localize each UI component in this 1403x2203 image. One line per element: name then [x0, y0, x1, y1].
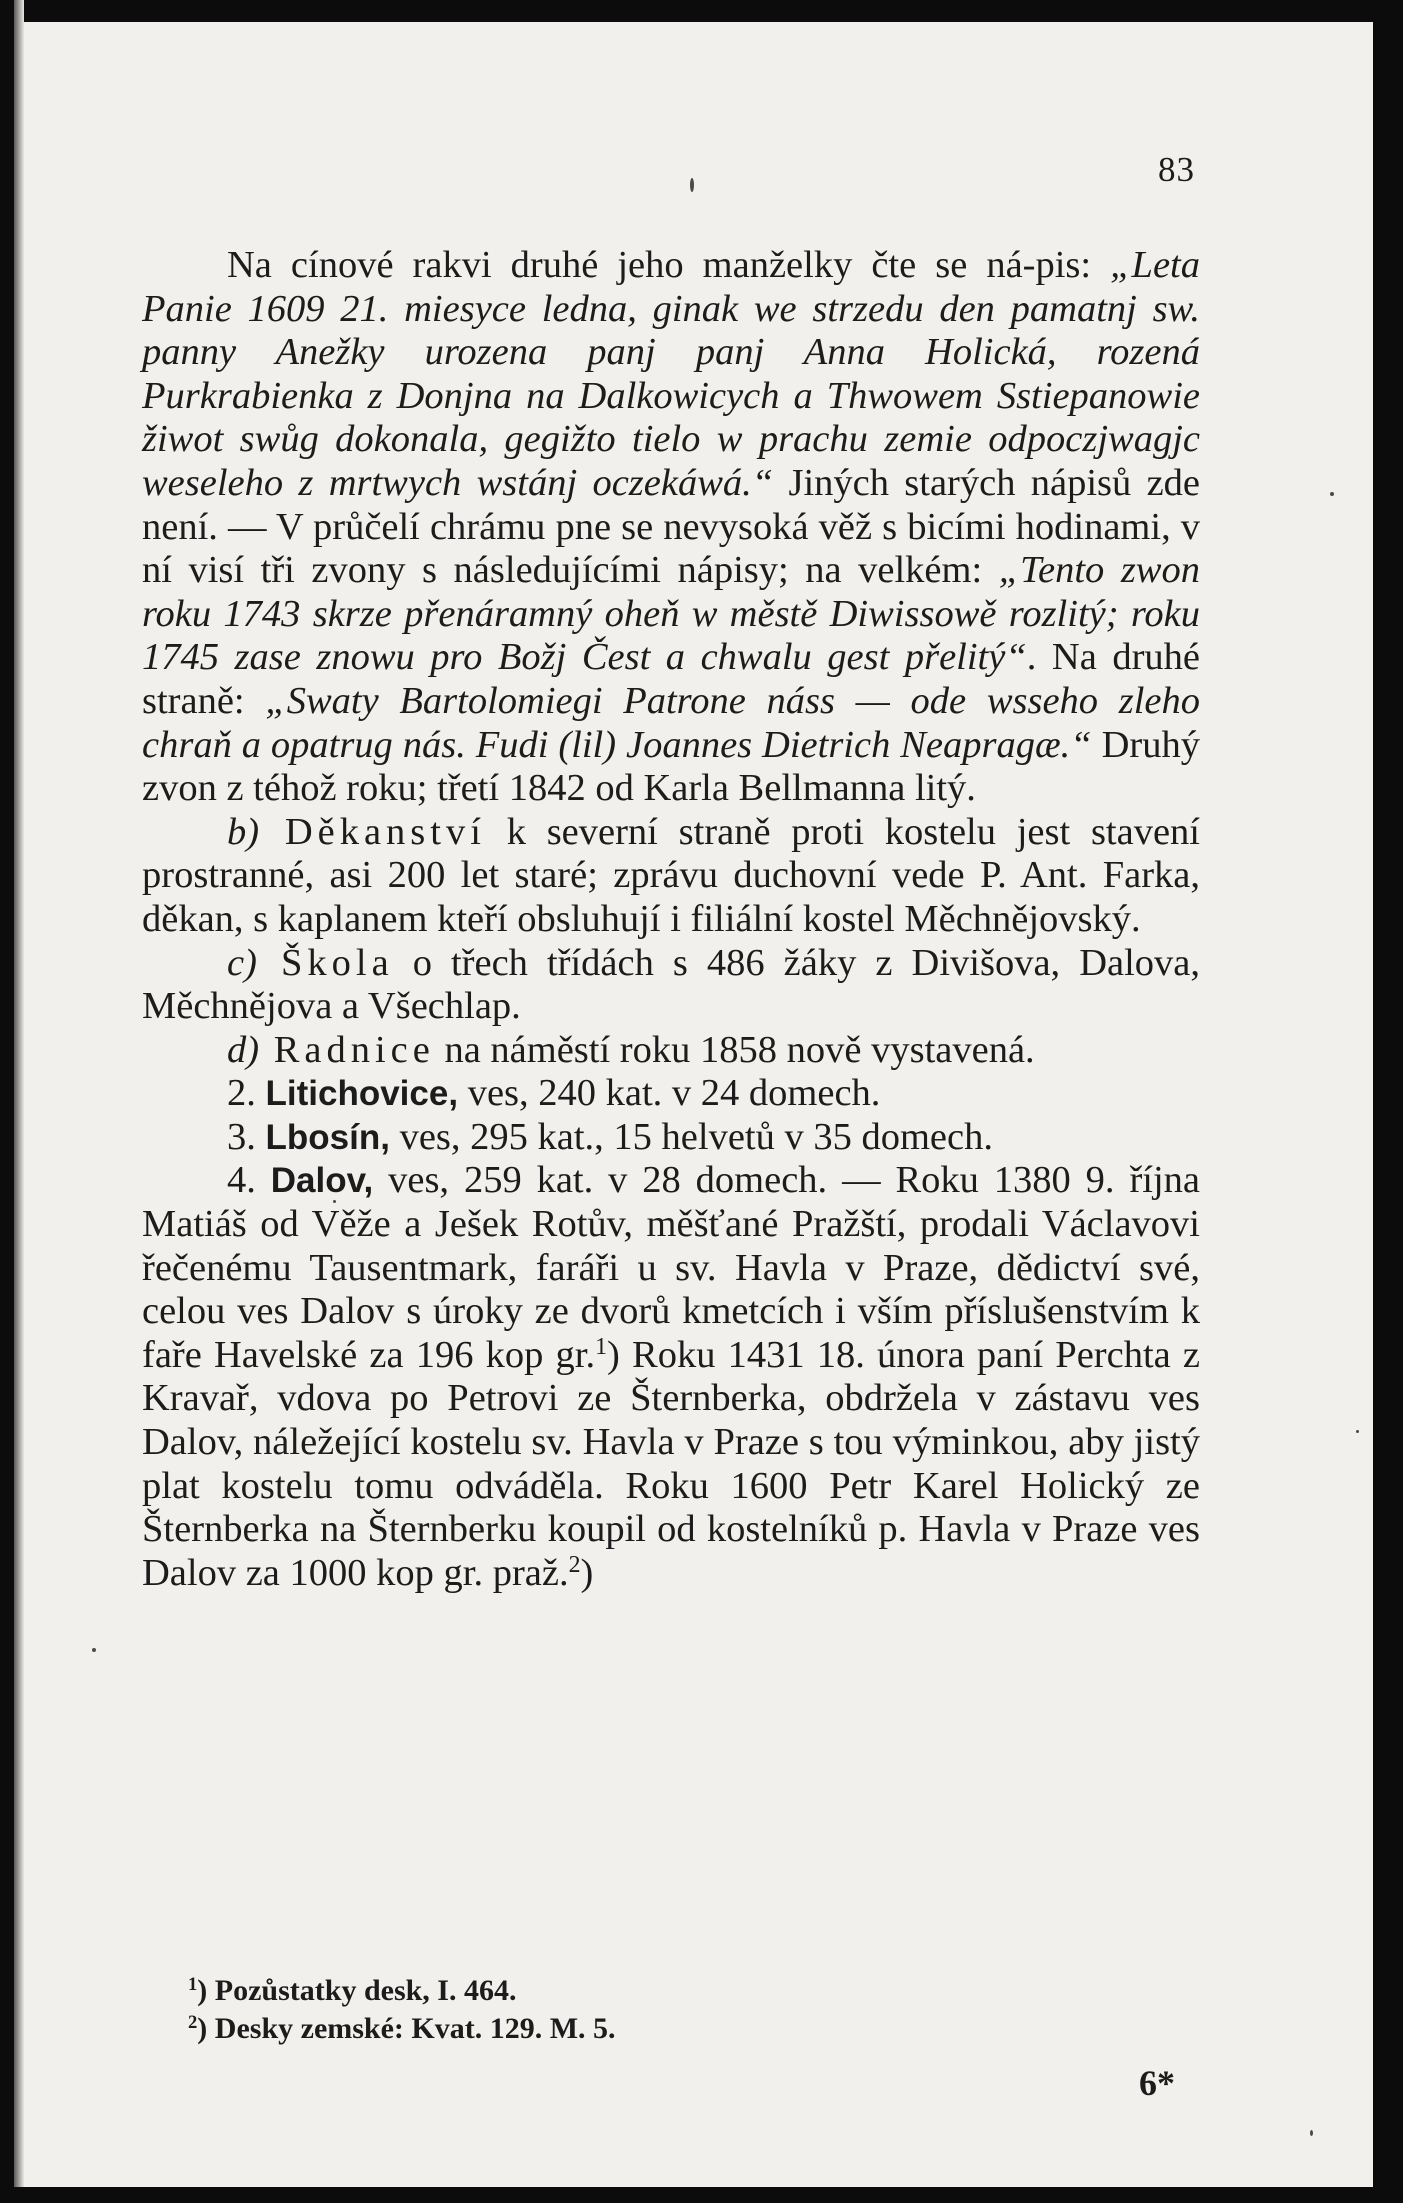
text-segment: Lbosín, — [265, 1117, 390, 1157]
text-segment: . Na druhé straně: — [142, 636, 1200, 722]
footnote-text: ) Pozůstatky desk, I. 464. — [197, 1974, 517, 2007]
text-segment: ves, 295 kat., 15 helvetů v 35 domech. — [389, 1115, 993, 1158]
text-segment: Druhý zvon z téhož roku; třetí 1842 od Karla Bellmanna litý. — [142, 723, 1200, 810]
text-segment: Jiných starých nápisů zde není. — V průčelí chrámu pne se nevysoká věž s bicími hodinami, v ní visí tři zvony s následujícími nápisy; na velkém: — [142, 461, 1201, 592]
text-segment: 4. — [227, 1159, 271, 1202]
text-segment: „Leta Panie 1609 21. miesyce ledna, ginak we strzedu den pamatnj sw. panny Anežky urozena panj panj Anna Holická, rozená Purkrabienka z Donjna na Dalkowicych a Thwowem Sstiepanowie žiwot swůg dokonala, gegižto tielo w prachu zemie odpoczjwagjc weseleho z mrtwych wstánj oczekáwá.“ — [142, 244, 1200, 504]
text-segment: b) — [227, 810, 260, 853]
dust-speck — [1310, 2130, 1313, 2136]
printer-signature-mark: 6* — [1139, 2063, 1175, 2103]
text-segment: ) Roku 1431 18. února paní Perchta z Kravař, vdova po Petrovi ze Šternberka, obdržela v zástavu ves Dalov, náležející kostelu sv. Havla v Praze s tou výminkou, aby jistý plat kostelu tomu odváděla. Roku 1600 Petr Karel Holický ze Šternberka na Šternberku koupil od kostelníků p. Havla v Praze ves Dalov za 1000 kop gr. praž. — [142, 1333, 1200, 1594]
text-segment: 2. — [227, 1072, 266, 1115]
dust-speck — [1356, 1430, 1359, 1433]
footnote-text: ) Desky zemské: Kvat. 129. M. 5. — [197, 2012, 616, 2045]
paragraph — [142, 244, 1200, 811]
text-segment: „Swaty Bartolomiegi Patrone náss — ode wsseho zleho chraň a opatrug nás. Fudi (lil) Joannes Dietrich Neapragæ.“ — [142, 679, 1201, 766]
body-text — [142, 244, 1200, 1595]
text-segment: Litichovice, — [265, 1074, 459, 1114]
text-segment: 3. — [227, 1115, 266, 1158]
dust-speck — [1330, 492, 1334, 496]
paragraph — [142, 942, 1200, 1029]
text-segment: o třech třídách s 486 žáky z Divišova, Dalova, Měchnějova a Všechlap. — [142, 941, 1200, 1028]
text-segment: Škola — [256, 941, 394, 984]
text-segment: na náměstí roku 1858 nově vystavená. — [434, 1028, 1035, 1071]
scan-border-top — [0, 0, 1403, 22]
text-segment: c) — [227, 941, 257, 984]
page-edge-shadow — [14, 0, 24, 2203]
paragraph — [142, 1159, 1200, 1595]
footnote-mark: 1 — [188, 1973, 198, 1995]
paragraph — [142, 1116, 1200, 1160]
scan-border-right — [1373, 0, 1403, 2203]
paragraph — [142, 811, 1200, 942]
text-segment: Děkanství — [259, 810, 486, 853]
paragraph — [142, 1072, 1200, 1116]
footnote — [188, 2010, 1088, 2048]
text-segment: d) — [227, 1028, 260, 1071]
text-segment: ) — [580, 1551, 594, 1594]
footnote-mark: 2 — [188, 2011, 198, 2033]
scan-border-bottom — [0, 2187, 1403, 2203]
dust-speck — [690, 178, 694, 192]
footnotes — [188, 1972, 1088, 2048]
dust-speck — [92, 1648, 96, 1652]
text-segment: k severní straně proti kostelu jest stavení prostranné, asi 200 let staré; zprávu duchovní vede P. Ant. Farka, děkan, s kaplanem kteří obsluhují i filiální kostel Měchnějovský. — [142, 810, 1200, 940]
scan-border-left — [0, 0, 14, 2203]
footnote-reference: 2 — [568, 1551, 581, 1578]
text-segment: ves, 240 kat. v 24 domech. — [458, 1072, 881, 1115]
text-segment: ves, 259 kat. v 28 domech. — Roku 1380 9. října Matiáš od Věže a Ješek Rotův, měšťané Pražští, prodali Václavovi řečenému Tausentmark, faráři u sv. Havla v Praze, dědictví své, celou ves Dalov s úroky ze dvorů kmetcích i vším příslušenstvím k faře Havelské za 196 kop gr. — [142, 1159, 1201, 1376]
paragraph — [142, 1029, 1200, 1073]
text-segment: Radnice — [259, 1028, 435, 1071]
text-segment: „Tento zwon roku 1743 skrze přenáramný oheň w městě Diwissowě rozlitý; roku 1745 zase znowu pro Božj Čest a chwalu gest přelitý“ — [142, 549, 1200, 679]
text-segment: Na cínové rakvi druhé jeho manželky čte se ná-pis: — [227, 244, 1111, 286]
text-segment: Dalov, — [270, 1161, 374, 1201]
footnote-reference: 1 — [595, 1333, 608, 1360]
footnote — [188, 1972, 1088, 2010]
page-number: 83 — [1158, 150, 1195, 189]
